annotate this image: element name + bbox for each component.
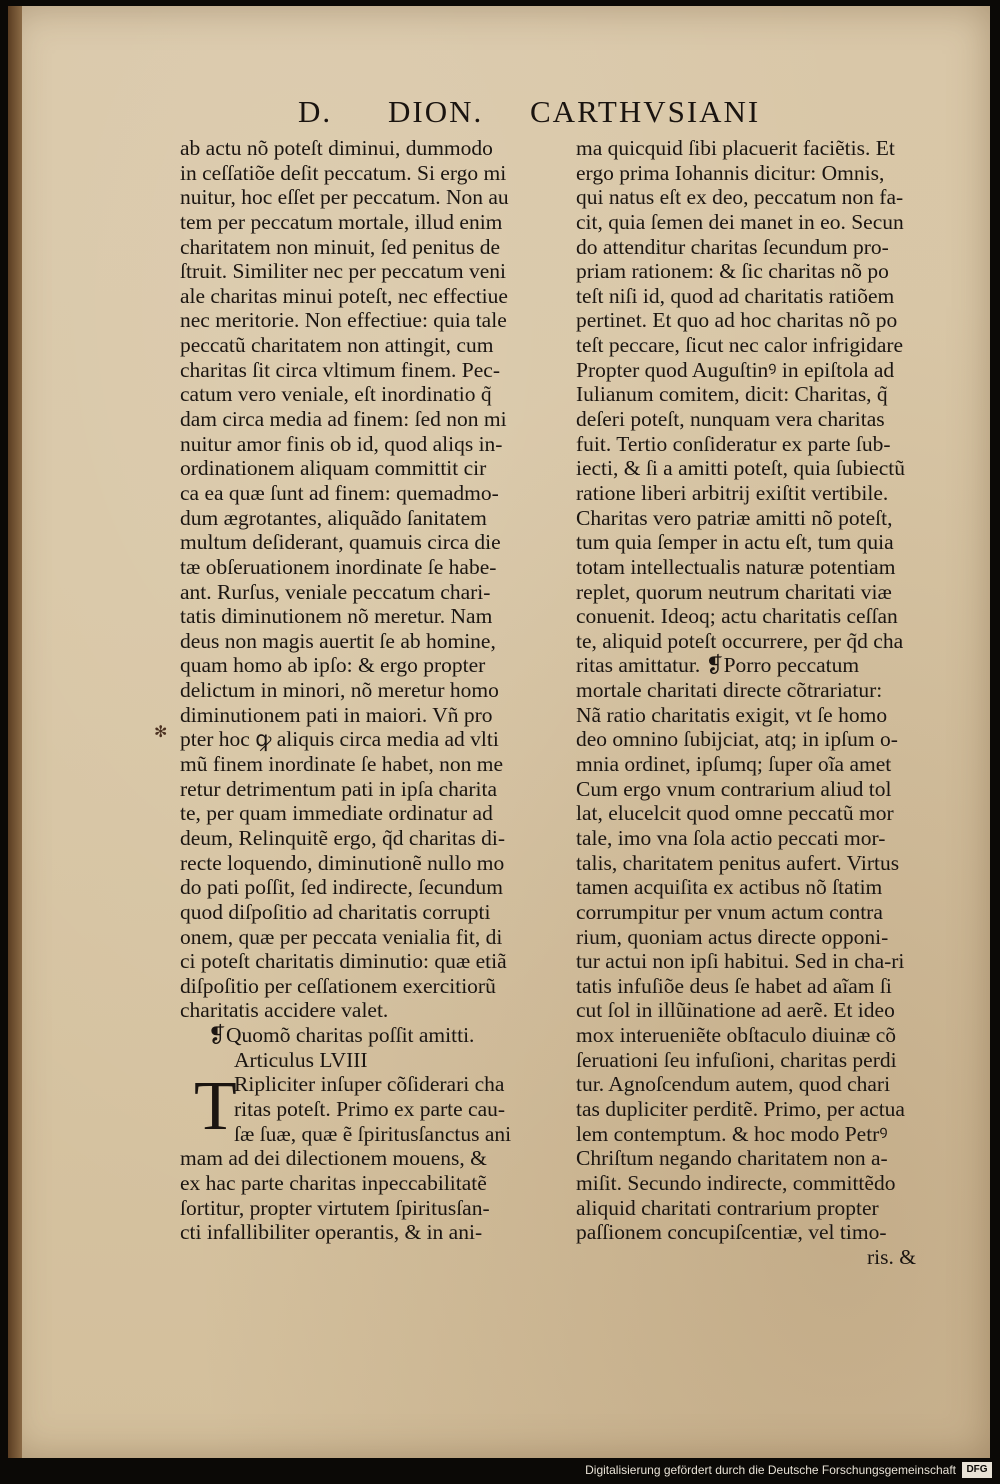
catchword: ris. &	[867, 1244, 916, 1269]
text-line: aliquid charitati contrarium propter	[576, 1195, 879, 1220]
text-line: nec meritorie. Non effectiue: quia tale	[180, 308, 507, 333]
article-number: Articulus LVIII	[234, 1047, 368, 1072]
text-line: charitas ſit circa vltimum finem. Pec-	[180, 357, 501, 382]
text-line: charitatem non minuit, ſed penitus de	[180, 234, 501, 259]
text-line: te, aliquid poteſt occurrere, per q̃d cha	[576, 628, 904, 653]
text-line: ergo prima Iohannis dicitur: Omnis,	[576, 160, 885, 185]
text-line: Nã ratio charitatis exigit, vt ſe homo	[576, 702, 888, 727]
text-line: ale charitas minui poteſt, nec effectiue	[180, 283, 508, 308]
text-line: tæ obſeruationem inordinate ſe habe-	[180, 554, 497, 579]
text-line: ratione liberi arbitrij exiſtit vertibile.	[576, 480, 889, 505]
text-line: ab actu nõ poteſt diminui, dummodo	[180, 136, 493, 160]
text-line: dum ægrotantes, aliquãdo ſanitatem	[180, 505, 487, 530]
text-line: tem per peccatum mortale, illud enim	[180, 209, 503, 234]
header-left: D.	[298, 94, 333, 129]
text-line: paſſionem concupiſcentiæ, vel timo-	[576, 1220, 887, 1245]
text-line: teſt niſi id, quod ad charitatis ratiõem	[576, 283, 895, 308]
running-header	[298, 94, 978, 134]
text-line: in ceſſatiõe deſit peccatum. Si ergo mi	[180, 160, 507, 185]
text-line: deſeri poteſt, nunquam vera charitas	[576, 407, 885, 432]
margin-mark: ✻	[154, 724, 168, 741]
text-line: ca ea quæ ſunt ad finem: quemadmo-	[180, 480, 499, 505]
text-line: dam circa media ad finem: ſed non mi	[180, 407, 507, 432]
text-line: ordinationem aliquam committit cir	[180, 456, 487, 481]
text-line: tur actui non ipſi habitui. Sed in cha-ri	[576, 949, 905, 974]
text-line: lem contemptum. & hoc modo Petrꝰ	[576, 1121, 888, 1146]
left-column	[180, 136, 560, 1245]
text-line: Charitas vero patriæ amitti nõ poteſt,	[576, 505, 893, 530]
text-line: tatis infuſiõe deus ſe habet ad aĩam ſi	[576, 973, 892, 998]
text-line: Ripliciter inſuper cõſiderari cha	[234, 1072, 505, 1097]
text-line: corrumpitur per vnum actum contra	[576, 899, 883, 924]
text-line: totam intellectualis naturæ potentiam	[576, 554, 896, 579]
text-line: conuenit. Ideoq; actu charitatis ceſſan	[576, 604, 898, 629]
text-line: delictum in minori, nõ meretur homo	[180, 678, 499, 703]
text-line: talis, charitatem penitus aufert. Virtus	[576, 850, 900, 875]
text-line: tur. Agnoſcendum autem, quod chari	[576, 1072, 891, 1097]
text-line: do attenditur charitas ſecundum pro-	[576, 234, 889, 259]
text-line: replet, quorum neutrum charitati viæ	[576, 579, 892, 604]
header-middle: DION.	[388, 94, 484, 129]
text-line: Cum ergo vnum contrarium aliud tol	[576, 776, 892, 801]
text-line: catum vero veniale, eſt inordinatio q̃	[180, 382, 492, 407]
book-page	[8, 6, 990, 1458]
drop-cap: T	[194, 1068, 237, 1146]
text-line: deus non magis auertit ſe ab homine,	[180, 628, 496, 653]
text-line: nuitur amor finis ob id, quod aliqs in-	[180, 431, 503, 456]
text-line: peccatũ charitatem non attingit, cum	[180, 333, 494, 358]
text-line: tas dupliciter perditẽ. Primo, per actua	[576, 1096, 905, 1121]
article-heading: ❡Quomõ charitas poſſit amitti.	[208, 1023, 475, 1048]
text-line: ſtruit. Similiter nec per peccatum veni	[180, 259, 506, 284]
text-line: rium, quoniam actus directe opponi-	[576, 924, 889, 949]
text-line: priam rationem: & ſic charitas nõ po	[576, 259, 889, 284]
text-line: ma quicquid ſibi placuerit faciẽtis. Et	[576, 136, 895, 160]
text-line: mortale charitati directe cõtrariatur:	[576, 678, 883, 703]
text-line: ex hac parte charitas inpeccabilitatẽ	[180, 1170, 487, 1195]
text-line: ritas poteſt. Primo ex parte cau-	[234, 1096, 506, 1121]
text-line: quod diſpoſitio ad charitatis corrupti	[180, 899, 491, 924]
text-line: cut ſol in illũinatione ad aerẽ. Et ideo	[576, 998, 895, 1023]
right-column	[576, 136, 956, 1269]
text-line: cti infallibiliter operantis, & in ani-	[180, 1220, 483, 1245]
text-line: mũ finem inordinate ſe habet, non me	[180, 752, 504, 777]
text-line: nuitur, hoc eſſet per peccatum. Non au	[180, 185, 509, 210]
text-line: retur detrimentum pati in ipſa charita	[180, 776, 498, 801]
text-line: onem, quæ per peccata venialia fit, di	[180, 924, 503, 949]
text-line: tum quia ſemper in actu eſt, tum quia	[576, 530, 894, 555]
text-line: cit, quia ſemen dei manet in eo. Secun	[576, 209, 904, 234]
text-line: ant. Rurſus, veniale peccatum chari-	[180, 579, 491, 604]
text-line: ſortitur, propter virtutem ſpiritusſan-	[180, 1195, 490, 1220]
text-line: mox interueniẽte obſtaculo diuinæ cõ	[576, 1023, 897, 1048]
text-line: recte loquendo, diminutionẽ nullo mo	[180, 850, 505, 875]
text-line: tale, imo vna ſola actio peccati mor-	[576, 825, 886, 850]
text-line: lat, elucelcit quod omne peccatũ mor	[576, 801, 894, 826]
text-line: Propter quod Auguſtinꝰ in epiſtola ad	[576, 357, 895, 382]
footer-bar	[0, 1458, 1000, 1484]
text-line: qui natus eſt ex deo, peccatum non fa-	[576, 185, 904, 210]
text-line: Iulianum comitem, dicit: Charitas, q̃	[576, 382, 888, 407]
text-line: diminutionem pati in maiori. Vñ pro	[180, 702, 493, 727]
text-line: pertinet. Et quo ad hoc charitas nõ po	[576, 308, 898, 333]
text-line: pter hoc ꝙ aliquis circa media ad vlti	[180, 727, 499, 752]
text-line: ritas amittatur. ❡Porro peccatum	[576, 653, 860, 678]
text-line: multum deſiderant, quamuis circa die	[180, 530, 501, 555]
text-line: teſt peccare, ſicut nec calor infrigidare	[576, 333, 904, 358]
binding-edge	[8, 6, 22, 1458]
text-line: diſpoſitio per ceſſationem exercitiorũ	[180, 973, 496, 998]
header-right: CARTHVSIANI	[530, 94, 761, 129]
text-line: ci poteſt charitatis diminutio: quæ etiã	[180, 949, 507, 974]
text-line: deo omnino ſubijciat, atq; in ipſum o-	[576, 727, 898, 752]
text-line: do pati poſſit, ſed indirecte, ſecundum	[180, 875, 504, 900]
text-line: mnia ordinet, ipſumq; ſuper oĩa amet	[576, 752, 892, 777]
text-line: fuit. Tertio conſideratur ex parte ſub-	[576, 431, 891, 456]
text-line: charitatis accidere valet.	[180, 998, 389, 1023]
text-line: deum, Relinquitẽ ergo, q̃d charitas di-	[180, 825, 506, 850]
text-line: quam homo ab ipſo: & ergo propter	[180, 653, 486, 678]
text-line: Chriſtum negando charitatem non a-	[576, 1146, 888, 1171]
text-line: tamen acquiſita ex actibus nõ ſtatim	[576, 875, 883, 900]
text-line: iecti, & ſi a amitti poteſt, quia ſubiectũ	[576, 456, 905, 481]
digitization-credit: Digitalisierung gefördert durch die Deutsche Forschungsgemeinschaft	[585, 1463, 956, 1477]
text-line: miſit. Secundo indirecte, committẽdo	[576, 1170, 896, 1195]
text-line: mam ad dei dilectionem mouens, &	[180, 1146, 487, 1171]
text-line: te, per quam immediate ordinatur ad	[180, 801, 493, 826]
text-line: ſeruationi ſeu infuſioni, charitas perdi	[576, 1047, 897, 1072]
dfg-logo: DFG	[962, 1462, 992, 1478]
text-line: ſæ ſuæ, quæ ẽ ſpiritusſanctus ani	[234, 1121, 512, 1146]
text-line: tatis diminutionem nõ meretur. Nam	[180, 604, 493, 629]
